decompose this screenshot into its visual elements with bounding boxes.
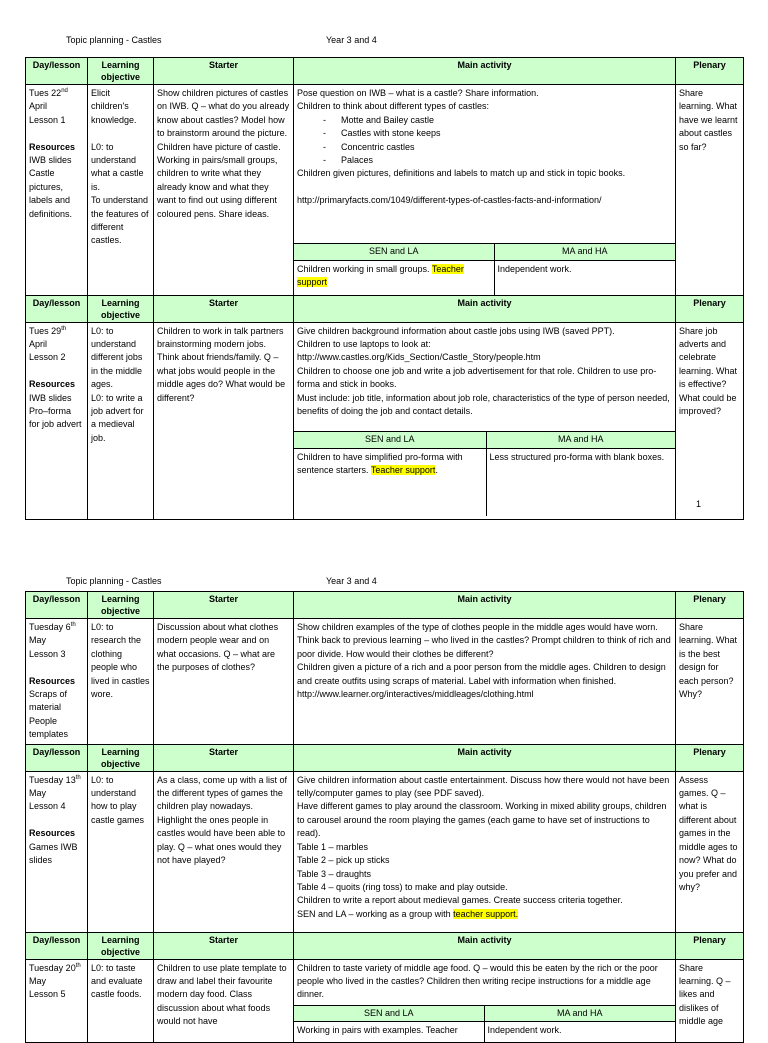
- col-header-day: Day/lesson: [26, 932, 88, 959]
- lesson-row-1: [26, 85, 744, 296]
- col-header-objective: Learning objective: [88, 58, 154, 85]
- plenary-cell: Assess games. Q – what is different about games in the middle ages to now? What do you prefer and why?: [676, 771, 744, 932]
- main-activity-cell: Give children background information about castle jobs using IWB (saved PPT). Children to use laptops to look at: http://www.castles.org/Kids_Section/Castle_Story/people.htm Children to choose one job and write a job advertisement for that role. Children to use pro-forma and stick in books. Must include: job title, information about job role, characteristics of the type of person needed, benefits of doing the job and contact details. SEN and LA MA and HA Children to have simplified pro-forma with sentence starters. Teacher support. Less structured pro-forma with blank boxes.: [294, 322, 676, 519]
- resources-label: Resources: [29, 379, 76, 390]
- col-header-main: Main activity: [294, 932, 676, 959]
- sen-header: SEN and LA: [294, 431, 486, 448]
- resources-text: IWB slides Pro–forma for job advert: [29, 392, 82, 430]
- ma-header: MA and HA: [486, 431, 675, 448]
- col-header-main: Main activity: [294, 592, 676, 619]
- ma-cell: Independent work.: [494, 261, 675, 295]
- plenary-cell: Share learning. Q – likes and dislikes of middle age: [676, 959, 744, 1042]
- starter-cell: Children to use plate template to draw and label their favourite modern day food. Class discussion about what foods would not have: [154, 959, 294, 1042]
- col-header-plenary: Plenary: [676, 295, 744, 322]
- col-header-objective: Learning objective: [88, 932, 154, 959]
- list-item: - Palaces: [341, 154, 672, 167]
- sen-cell: Children working in small groups. Teacher support: [294, 261, 494, 295]
- col-header-main: Main activity: [294, 295, 676, 322]
- plenary-cell: Share job adverts and celebrate learning. What is effective? What could be improved?: [676, 322, 744, 519]
- col-header-day: Day/lesson: [26, 592, 88, 619]
- col-header-plenary: Plenary: [676, 932, 744, 959]
- day-cell: Tuesday 6th May Lesson 3 Resources Scraps of material People templates: [26, 619, 88, 745]
- day-cell: Tues 29th April Lesson 2 Resources IWB slides Pro–forma for job advert: [26, 322, 88, 519]
- highlighted-text: Teacher support: [297, 264, 464, 288]
- header-title: Topic planning - Castles: [66, 576, 162, 586]
- col-header-main: Main activity: [294, 58, 676, 85]
- lesson-plan-table-2: [25, 591, 744, 1043]
- col-header-plenary: Plenary: [676, 592, 744, 619]
- plenary-cell: Share learning. What have we learnt about castles so far?: [676, 85, 744, 296]
- header-title: Topic planning - Castles: [66, 35, 162, 45]
- lesson-row-4: [26, 771, 744, 932]
- objective-cell: Elicit children's knowledge. L0: to understand what a castle is. To understand the features of different castles.: [88, 85, 154, 296]
- starter-cell: As a class, come up with a list of the different types of games the children play nowadays. Highlight the ones people in castles would have been able to play. Q – what ones would they not have played?: [154, 771, 294, 932]
- ma-cell: Less structured pro-forma with blank boxes.: [486, 448, 675, 516]
- starter-cell: Children to work in talk partners brainstorming modern jobs. Think about friends/family. Q – what jobs would people in the middle ages do? What would be different?: [154, 322, 294, 519]
- col-header-day: Day/lesson: [26, 58, 88, 85]
- header-year: Year 3 and 4: [326, 35, 377, 45]
- main-activity-cell: Give children information about castle entertainment. Discuss how there would not have been telly/computer games to play (see PDF saved). Have different games to play around the classroom. Working in mixed ability groups, children to carousel around the room playing the games (each game to have set of instructions to read). Table 1 – marbles Table 2 – pick up sticks Table 3 – draughts Table 4 – quoits (ring toss) to make and play outside. Children to write a report about medieval games. Create success criteria together. SEN and LA – working as a group with teacher support.: [294, 771, 676, 932]
- day-cell: Tues 22nd April Lesson 1 Resources IWB slides Castle pictures, labels and definitions.: [26, 85, 88, 296]
- resources-text: Scraps of material People templates: [29, 689, 69, 740]
- objective-cell: L0: to understand how to play castle games: [88, 771, 154, 932]
- list-item: - Concentric castles: [341, 141, 672, 154]
- starter-cell: Discussion about what clothes modern people wear and on what occasions. Q – what are the purposes of clothes?: [154, 619, 294, 745]
- sen-header: SEN and LA: [294, 244, 494, 261]
- differentiation-table: [294, 1005, 675, 1042]
- resources-label: Resources: [29, 675, 76, 686]
- highlighted-text: teacher support.: [453, 908, 519, 919]
- col-header-starter: Starter: [154, 592, 294, 619]
- main-activity-cell: Pose question on IWB – what is a castle? Share information. Children to think about different types of castles: - Motte and Bailey castle - Castles with stone keeps - Concentric castles - Palaces Children given pictures, definitions and labels to match up and stick in topic books. http://primaryfacts.com/1049/different-types-of-castles-facts-and-information/ SEN and LA MA and HA Children working in small groups. Teacher support Independent work.: [294, 85, 676, 296]
- sen-cell: Working in pairs with examples. Teacher: [294, 1022, 484, 1042]
- col-header-day: Day/lesson: [26, 295, 88, 322]
- col-header-plenary: Plenary: [676, 58, 744, 85]
- col-header-starter: Starter: [154, 295, 294, 322]
- col-header-main: Main activity: [294, 744, 676, 771]
- lesson-row-5: [26, 959, 744, 1042]
- col-header-starter: Starter: [154, 744, 294, 771]
- page-number: 1: [696, 499, 702, 509]
- col-header-day: Day/lesson: [26, 744, 88, 771]
- sen-cell: Children to have simplified pro-forma with sentence starters. Teacher support.: [294, 448, 486, 516]
- objective-cell: L0: to taste and evaluate castle foods.: [88, 959, 154, 1042]
- objective-cell: L0: to research the clothing people who lived in castles wore.: [88, 619, 154, 745]
- lesson-plan-table-1: [25, 57, 744, 520]
- header-year: Year 3 and 4: [326, 576, 377, 586]
- col-header-objective: Learning objective: [88, 592, 154, 619]
- ma-cell: Independent work.: [484, 1022, 675, 1042]
- col-header-objective: Learning objective: [88, 744, 154, 771]
- col-header-plenary: Plenary: [676, 744, 744, 771]
- day-cell: Tuesday 20th May Lesson 5: [26, 959, 88, 1042]
- main-activity-cell: Children to taste variety of middle age food. Q – would this be eaten by the rich or the poor people who lived in the castles? Children then writing recipe instructions for a middle age dinner. SEN and LA MA and HA Working in pairs with examples. Teacher Independent work.: [294, 959, 676, 1042]
- main-activity-cell: Show children examples of the type of clothes people in the middle ages would have worn. Think back to previous learning – who lived in the castles? Prompt children to think of rich and poor divide. How would their clothes be different? Children given a picture of a rich and a poor person from the middle ages. Children to design and create outfits using scraps of material. Label with information when finished. http://www.learner.org/interactives/middleages/clothing.html: [294, 619, 676, 745]
- ma-header: MA and HA: [484, 1005, 675, 1021]
- differentiation-table: [294, 431, 675, 517]
- col-header-starter: Starter: [154, 58, 294, 85]
- col-header-objective: Learning objective: [88, 295, 154, 322]
- resources-label: Resources: [29, 141, 76, 152]
- differentiation-table: [294, 243, 675, 295]
- list-item: - Motte and Bailey castle: [341, 114, 672, 127]
- objective-cell: L0: to understand different jobs in the middle ages. L0: to write a job advert for a medieval job.: [88, 322, 154, 519]
- list-item: - Castles with stone keeps: [341, 127, 672, 140]
- lesson-row-3: [26, 619, 744, 745]
- resource-link[interactable]: http://primaryfacts.com/1049/different-types-of-castles-facts-and-information/: [297, 195, 602, 206]
- resources-label: Resources: [29, 828, 76, 839]
- resources-text: Games IWB slides: [29, 841, 78, 866]
- castle-type-list: [297, 114, 672, 168]
- ma-header: MA and HA: [494, 244, 675, 261]
- plenary-cell: Share learning. What is the best design for each person? Why?: [676, 619, 744, 745]
- sen-header: SEN and LA: [294, 1005, 484, 1021]
- day-cell: Tuesday 13th May Lesson 4 Resources Games IWB slides: [26, 771, 88, 932]
- highlighted-text: Teacher support: [370, 464, 436, 475]
- starter-cell: Show children pictures of castles on IWB. Q – what do you already know about castles? Model how to brainstorm around the picture. Children have picture of castle. Working in pairs/small groups, children to write what they already know and what they want to find out using different coloured pens. Share ideas.: [154, 85, 294, 296]
- lesson-row-2: [26, 322, 744, 519]
- col-header-starter: Starter: [154, 932, 294, 959]
- resources-text: IWB slides Castle pictures, labels and definitions.: [29, 155, 73, 219]
